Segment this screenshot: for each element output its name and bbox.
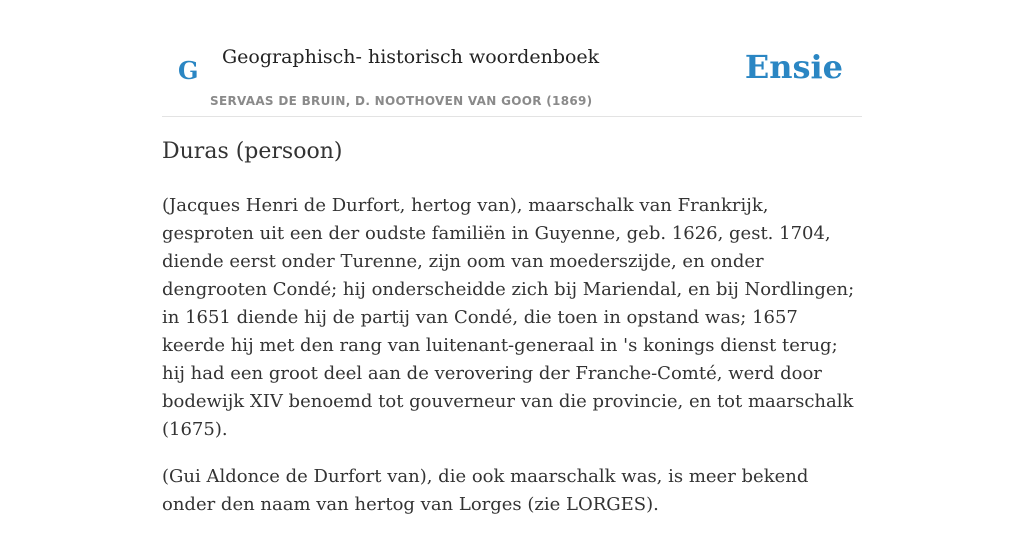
book-title-link[interactable]: Geographisch- historisch woordenboek [222,46,600,68]
book-header [162,0,862,117]
ensie-logo-link[interactable]: Ensie [744,48,843,86]
entry-title: Duras (persoon) [162,139,343,164]
entry-body [162,192,862,538]
book-letter-icon: G [178,56,199,85]
book-authors: SERVAAS DE BRUIN, D. NOOTHOVEN VAN GOOR (1869) [210,94,593,108]
page [162,0,862,515]
entry-paragraph: (Gui Aldonce de Durfort van), die ook maarschalk was, is meer bekend onder den naam van hertog van Lorges (zie LORGES). [162,466,809,515]
entry-paragraph: (Jacques Henri de Durfort, hertog van), maarschalk van Frankrijk, gesproten uit een der oudste familiën in Guyenne, geb. 1626, gest. 1704, diende eerst onder Turenne, zijn oom van moederszijde, en onder dengrooten Condé; hij onderscheidde zich bij Mariendal, en bij Nordlingen; in 1651 diende hij de partij van Condé, die toen in opstand was; 1657 keerde hij met den rang van luitenant-generaal in 's konings dienst terug; hij had een groot deel aan de verovering der Franche-Comté, werd door bodewijk XIV benoemd tot gouverneur van die provincie, en tot maarschalk (1675). [162,195,855,440]
